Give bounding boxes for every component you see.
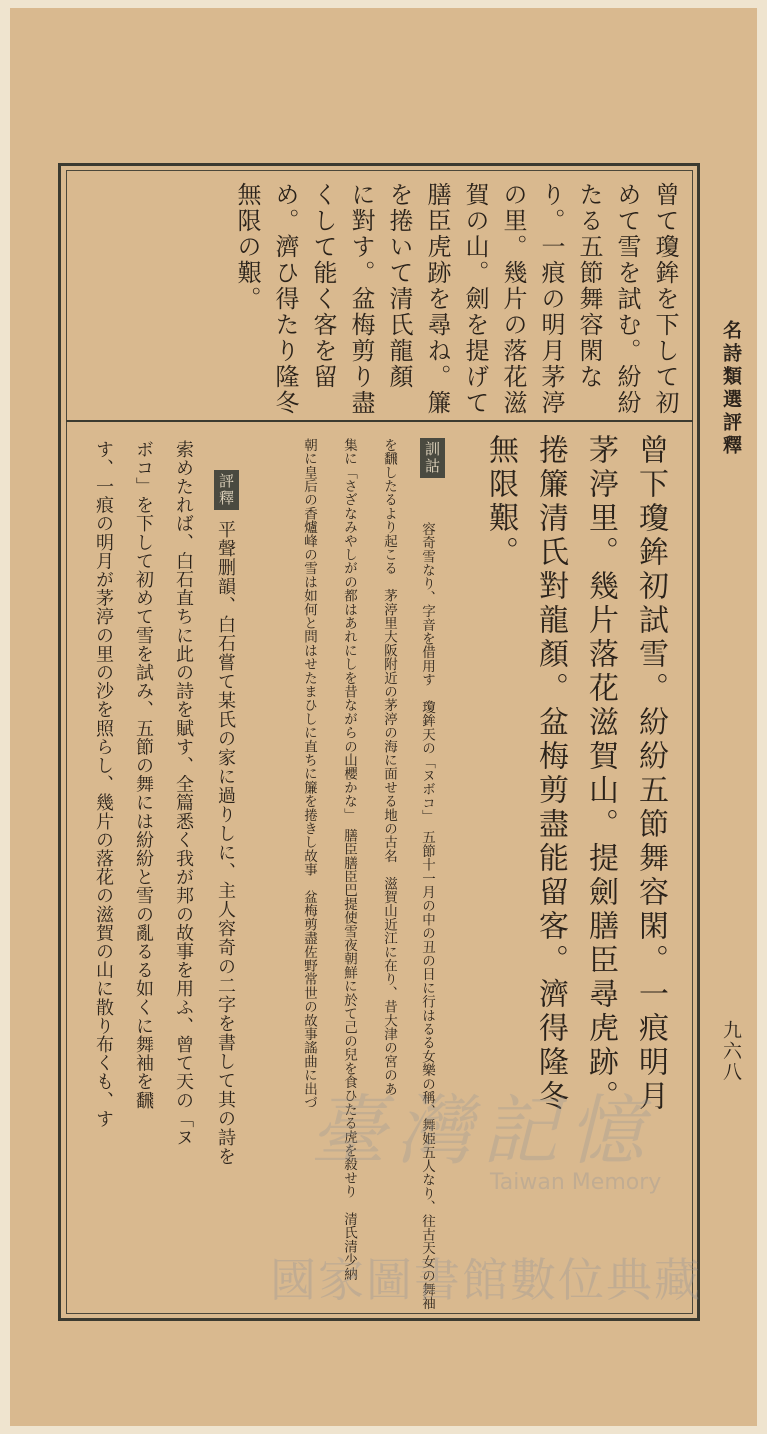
watermark-english: Taiwan Memory — [490, 1170, 662, 1195]
library-watermark — [270, 1060, 720, 1310]
kungo-line: 集に「さざなみやしがの都はあれにしを昔ながらの山櫻かな」 膳臣膳臣巴提使雪夜朝鮮に於て己の兒を食ひたる虎を殺せり 清氏清少納 — [341, 438, 357, 1281]
poem-line: 曾下瓊鉾初試雪。紛紛五節舞容閑。一痕明月 — [633, 434, 668, 1114]
watermark-logo-text: 臺灣記憶 — [310, 1086, 654, 1175]
hyoshaku-label-wrap — [214, 470, 239, 510]
translation-line: り。一痕の明月茅渟 — [537, 182, 565, 416]
watermark-caption: 國家圖書館數位典藏 — [270, 1253, 702, 1307]
running-title: 名詩類選評釋 — [720, 320, 742, 458]
translation-line: を捲いて清氏龍顏 — [385, 182, 413, 390]
kungo-line: を飜したるより起こる 茅渟里大阪附近の茅渟の海に面せる地の古名 滋賀山近江に在り、昔大津の宮のあ — [381, 438, 397, 1096]
hyoshaku-line: ボコ」を下して初めて雪を試み、五節の舞には紛紛と雪の亂るる如くに舞袖を飜 — [133, 440, 154, 1110]
translation-line: 曾て瓊鉾を下して初 — [651, 182, 679, 416]
translation-line: 賀の山。劍を提げて — [461, 182, 489, 416]
translation-line: 膳臣虎跡を尋ね。簾 — [423, 182, 451, 416]
poem-line: 無限艱。 — [483, 434, 518, 570]
translation-line: たる五節舞容閑な — [575, 182, 603, 390]
hyoshaku-line: す、一痕の明月が茅渟の里の沙を照らし、幾片の落花の滋賀の山に散り布くも、す — [93, 440, 114, 1129]
translation-line: めて雪を試む。紛紛 — [613, 182, 641, 416]
hyoshaku-line: 索めたれば、白石直ちに此の詩を賦す、全篇悉く我が邦の故事を用ふ、曾て天の「ヌ — [173, 440, 194, 1147]
translation-line: 無限の艱。 — [233, 182, 261, 312]
section-divider — [66, 420, 693, 422]
kungo-label-wrap — [420, 438, 445, 478]
hyoshaku-label: 評釋 — [214, 470, 239, 510]
page-number: 九六八 — [720, 1020, 742, 1083]
hyoshaku-line: 平聲删韻、白石嘗て某氏の家に過りしに、主人容奇の二字を書して其の詩を — [215, 520, 236, 1166]
kungo-label: 訓詁 — [420, 438, 445, 478]
translation-line: の里。幾片の落花滋 — [499, 182, 527, 416]
translation-line: に對す。盆梅剪り盡 — [347, 182, 375, 416]
poem-line: 捲簾清氏對龍顏。盆梅剪盡能留客。濟得隆冬 — [533, 434, 568, 1114]
translation-line: め。濟ひ得たり隆冬 — [271, 182, 299, 416]
translation-line: くして能く客を留 — [309, 182, 337, 390]
kungo-line: 朝に皇后の香爐峰の雪は如何と問はせたまひしに直ちに簾を捲きし故事 盆梅剪盡佐野常世の故事謠曲に出づ — [301, 438, 317, 1110]
kungo-line: 容奇雪なり、字音を借用す 瓊鉾天の「ヌボコ」 五節十一月の中の丑の日に行はるる女樂の稱、舞姫五人なり、往古天女の舞袖 — [419, 522, 435, 1310]
poem-line: 茅渟里。幾片落花滋賀山。提劍膳臣尋虎跡。 — [583, 434, 618, 1114]
